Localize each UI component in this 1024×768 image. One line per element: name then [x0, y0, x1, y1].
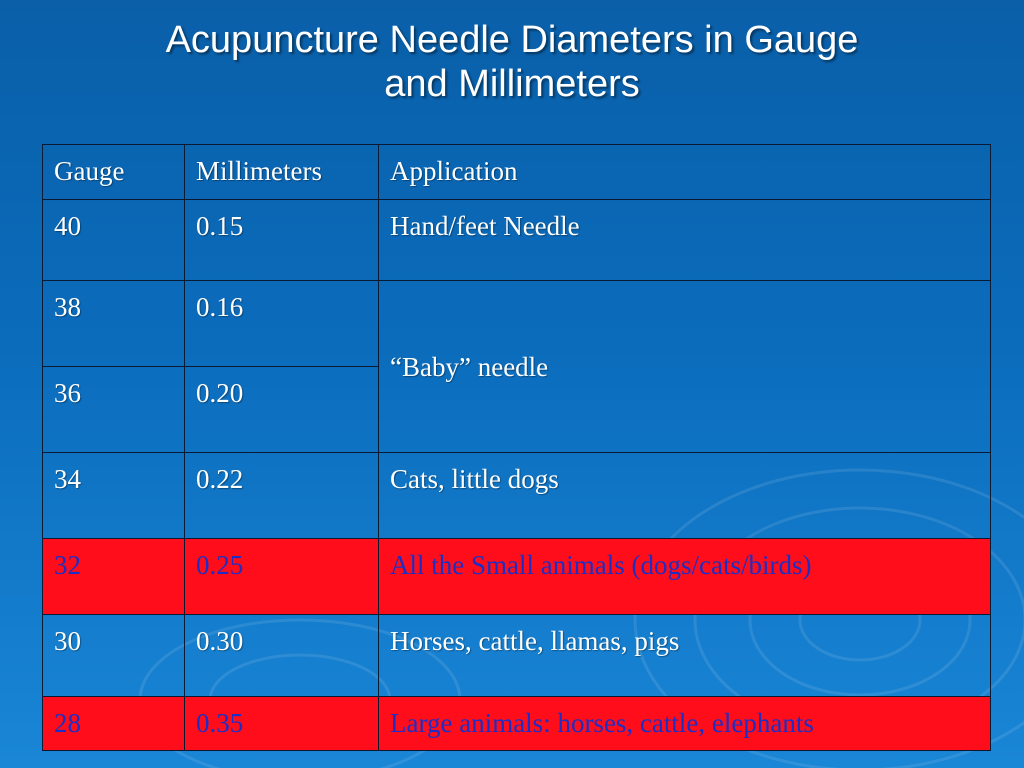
- cell-mm: 0.22: [185, 453, 379, 539]
- cell-application: “Baby” needle: [379, 281, 991, 453]
- header-millimeters: Millimeters: [185, 145, 379, 200]
- cell-application: Hand/feet Needle: [379, 200, 991, 281]
- cell-gauge: 34: [43, 453, 185, 539]
- cell-application: All the Small animals (dogs/cats/birds): [379, 539, 991, 615]
- cell-mm: 0.30: [185, 615, 379, 697]
- table-row: [43, 453, 991, 539]
- cell-mm: 0.16: [185, 281, 379, 367]
- table-row: [43, 200, 991, 281]
- slide-title-line-1: Acupuncture Needle Diameters in Gauge: [165, 19, 859, 61]
- cell-gauge: 36: [43, 367, 185, 453]
- table-row-highlighted: [43, 539, 991, 615]
- cell-gauge: 40: [43, 200, 185, 281]
- slide-title: [40, 18, 984, 106]
- cell-application: Large animals: horses, cattle, elephants: [379, 697, 991, 751]
- cell-gauge: 28: [43, 697, 185, 751]
- table-row: [43, 615, 991, 697]
- needle-diameter-table: [42, 144, 991, 751]
- cell-mm: 0.20: [185, 367, 379, 453]
- slide-title-line-2: and Millimeters: [384, 63, 640, 105]
- table-row: [43, 281, 991, 367]
- cell-gauge: 30: [43, 615, 185, 697]
- cell-application: Cats, little dogs: [379, 453, 991, 539]
- cell-gauge: 32: [43, 539, 185, 615]
- header-application: Application: [379, 145, 991, 200]
- cell-application: Horses, cattle, llamas, pigs: [379, 615, 991, 697]
- table-row-highlighted: [43, 697, 991, 751]
- cell-mm: 0.35: [185, 697, 379, 751]
- cell-gauge: 38: [43, 281, 185, 367]
- table-header-row: [43, 145, 991, 200]
- cell-mm: 0.25: [185, 539, 379, 615]
- cell-mm: 0.15: [185, 200, 379, 281]
- header-gauge: Gauge: [43, 145, 185, 200]
